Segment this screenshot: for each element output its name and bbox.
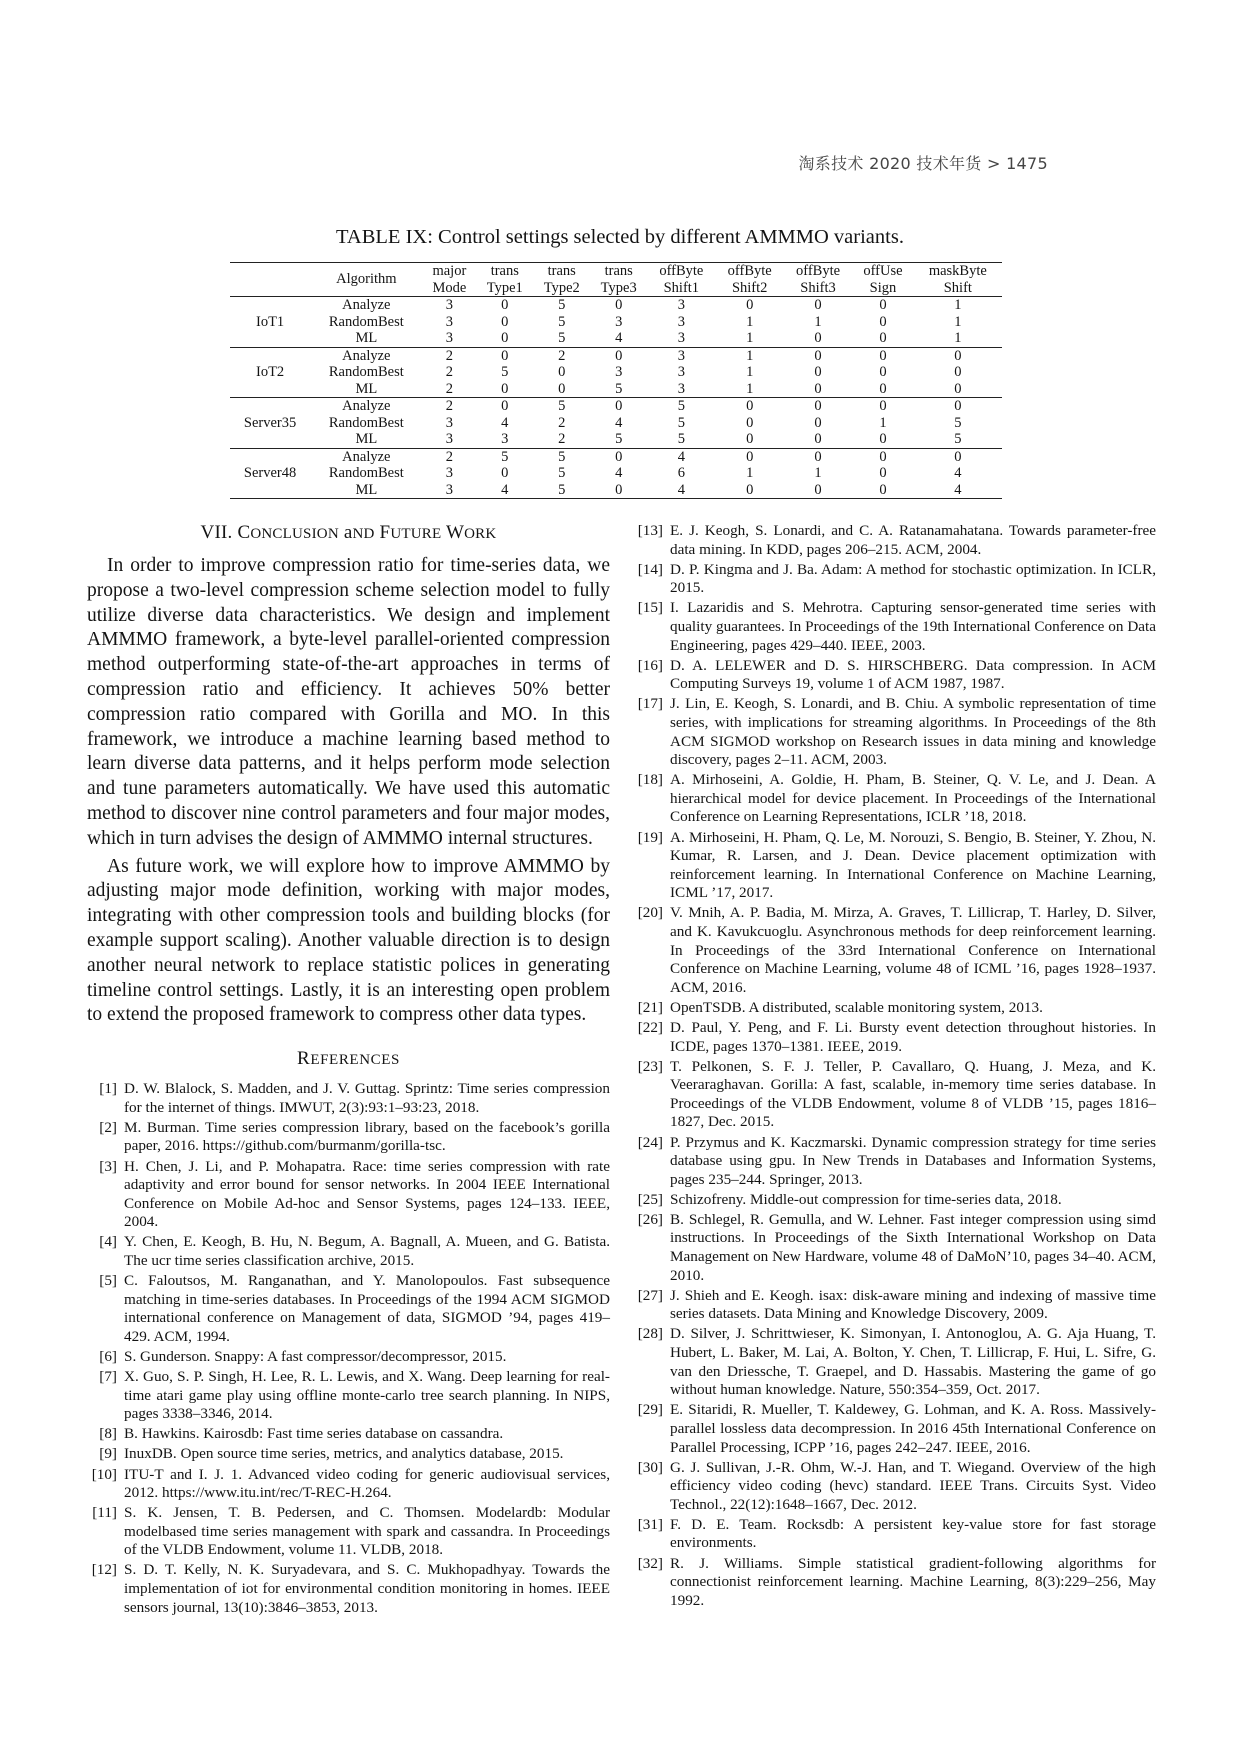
- value-cell: 3: [445, 465, 454, 481]
- table-row: [230, 431, 1002, 448]
- value-cell: 0: [954, 347, 962, 364]
- reference-text: R. J. Williams. Simple statistical gradient-following algorithms for connectionist reinforcement learning. Machine Learning, 8(3):229–256, May 1992.: [670, 1554, 1156, 1609]
- reference-text: D. W. Blalock, S. Madden, and J. V. Guttag. Sprintz: Time series compression for the internet of things. IMWUT, 2(3):93:1–93:23, 2018.: [124, 1080, 610, 1116]
- reference-item: [633, 522, 1156, 559]
- value-cell: 0: [954, 364, 962, 380]
- value-cell: 4: [954, 465, 962, 481]
- value-cell: 0: [746, 398, 754, 414]
- value-cell: 0: [501, 313, 509, 330]
- table-row: [230, 364, 1002, 381]
- reference-number: [14]: [637, 560, 663, 578]
- header-cell: trans: [490, 263, 519, 279]
- value-cell: 0: [879, 313, 887, 330]
- reference-item: [633, 1459, 1156, 1515]
- reference-item: [87, 1445, 610, 1464]
- value-cell: 2: [533, 431, 590, 448]
- reference-text: S. K. Jensen, T. B. Pedersen, and C. Thomsen. Modelardb: Modular modelbased time series management with spark and cassandra. In Proceedings of the VLDB Endowment, volume 11. VLDB, 2018.: [124, 1504, 610, 1559]
- reference-text: S. Gunderson. Snappy: A fast compressor/decompressor, 2015.: [124, 1347, 507, 1365]
- table-row: [230, 465, 1002, 482]
- value-cell: 1: [746, 347, 754, 364]
- table-row: [230, 314, 1002, 331]
- value-cell: 1: [954, 297, 962, 313]
- reference-item: [633, 904, 1156, 997]
- table-header-row: [230, 263, 1002, 280]
- value-cell: 0: [590, 482, 647, 499]
- table-row: [230, 482, 1002, 499]
- reference-text: J. Lin, E. Keogh, S. Lonardi, and B. Chiu. A symbolic representation of time series, with implications for streaming algorithms. In Proceedings of the 8th ACM SIGMOD workshop on Research issues in data mining and knowledge discovery, pages 2–11. ACM, 2003.: [670, 695, 1156, 769]
- table-row: [230, 347, 1002, 364]
- reference-text: J. Shieh and E. Keogh. isax: disk-aware mining and indexing of massive time series datasets. Data Mining and Knowledge Discovery, 2009.: [670, 1286, 1156, 1323]
- reference-number: [19]: [637, 828, 663, 846]
- reference-item: [87, 1158, 610, 1232]
- value-cell: 0: [476, 330, 533, 347]
- value-cell: 3: [476, 431, 533, 448]
- algorithm-cell: ML: [310, 381, 422, 398]
- value-cell: 3: [422, 431, 476, 448]
- algorithm-cell: Analyze: [342, 347, 391, 364]
- value-cell: 0: [879, 297, 887, 313]
- value-cell: 0: [954, 398, 962, 414]
- header-cell: Shift2: [731, 279, 768, 296]
- value-cell: 5: [647, 431, 715, 448]
- table-body: [230, 297, 1002, 499]
- reference-number: [26]: [637, 1210, 663, 1228]
- table-row: [230, 415, 1002, 432]
- reference-number: [15]: [637, 599, 663, 617]
- value-cell: 5: [590, 381, 647, 398]
- value-cell: 3: [445, 297, 454, 313]
- reference-number: [31]: [637, 1515, 663, 1533]
- value-cell: 0: [879, 347, 887, 364]
- value-cell: 0: [501, 398, 509, 414]
- value-cell: 0: [615, 347, 623, 364]
- dataset-cell: Server35: [230, 398, 310, 449]
- value-cell: 3: [647, 330, 715, 347]
- reference-number: [5]: [99, 1272, 117, 1290]
- value-cell: 1: [954, 313, 962, 330]
- data-table: [230, 262, 1002, 499]
- reference-text: S. D. T. Kelly, N. K. Suryadevara, and S. C. Mukhopadhyay. Towards the implementation of iot for environmental condition monitoring in homes. IEEE sensors journal, 13(10):3846–3853, 2013.: [124, 1561, 610, 1616]
- value-cell: 4: [590, 330, 647, 347]
- reference-number: [9]: [99, 1445, 117, 1463]
- reference-number: [23]: [637, 1057, 663, 1075]
- value-cell: 0: [615, 398, 623, 414]
- table-row: [230, 398, 1002, 415]
- control-settings-table: [230, 262, 1002, 499]
- value-cell: 4: [914, 482, 1002, 499]
- reference-item: [633, 695, 1156, 769]
- value-cell: 4: [501, 414, 509, 431]
- value-cell: 3: [445, 414, 454, 431]
- table-row: [230, 448, 1002, 465]
- reference-number: [12]: [91, 1561, 117, 1579]
- value-cell: 0: [814, 414, 822, 431]
- value-cell: 0: [615, 448, 623, 465]
- header-cell: offByte: [796, 263, 841, 279]
- value-cell: 1: [746, 313, 754, 330]
- reference-number: [17]: [637, 695, 663, 713]
- value-cell: 5: [954, 414, 962, 431]
- value-cell: 5: [558, 465, 566, 481]
- value-cell: 3: [677, 313, 685, 330]
- references-list-right: [633, 522, 1156, 1610]
- reference-item: [87, 1425, 610, 1444]
- header-cell: trans: [604, 263, 633, 279]
- references-heading: REFERENCES: [297, 1048, 400, 1070]
- dataset-cell: IoT1: [230, 297, 310, 348]
- algorithm-cell: ML: [310, 482, 422, 499]
- reference-text: D. Paul, Y. Peng, and F. Li. Bursty event detection throughout histories. In ICDE, pages 1370–1381. IEEE, 2019.: [670, 1018, 1156, 1055]
- reference-item: [87, 1466, 610, 1503]
- reference-item: [633, 1134, 1156, 1190]
- value-cell: 0: [746, 297, 754, 313]
- value-cell: 3: [615, 364, 623, 380]
- value-cell: 3: [677, 297, 685, 313]
- reference-item: [87, 1561, 610, 1617]
- dataset-cell: IoT2: [230, 347, 310, 398]
- value-cell: 0: [476, 381, 533, 398]
- value-cell: 2: [445, 448, 454, 465]
- reference-text: D. P. Kingma and J. Ba. Adam: A method for stochastic optimization. In ICLR, 2015.: [670, 560, 1156, 597]
- reference-text: B. Hawkins. Kairosdb: Fast time series database on cassandra.: [124, 1425, 504, 1443]
- right-column: [633, 522, 1156, 1612]
- value-cell: 0: [852, 381, 913, 398]
- value-cell: 4: [677, 448, 685, 465]
- reference-text: Schizofreny. Middle-out compression for time-series data, 2018.: [670, 1190, 1062, 1208]
- value-cell: 1: [914, 330, 1002, 347]
- body-paragraph: As future work, we will explore how to improve AMMMO by adjusting major mode definition, working with major modes, integrating with other compression tools and building blocks (for example support scaling). Another valuable direction is to design another neural network to replace statistic polices in generating timeline control settings. Lastly, it is an interesting open problem to extend the proposed framework to compress other data types.: [87, 855, 610, 1026]
- reference-text: M. Burman. Time series compression library, based on the facebook’s gorilla paper, 2016. https://github.com/burmanm/gorilla-tsc.: [124, 1118, 610, 1155]
- value-cell: 4: [615, 414, 623, 431]
- value-cell: 0: [746, 448, 754, 465]
- value-cell: 1: [746, 465, 754, 481]
- value-cell: 1: [879, 414, 887, 431]
- algorithm-cell: ML: [310, 431, 422, 448]
- value-cell: 0: [784, 381, 852, 398]
- value-cell: 0: [501, 297, 509, 313]
- reference-item: [633, 561, 1156, 598]
- table-head: [230, 263, 1002, 297]
- reference-number: [21]: [637, 998, 663, 1016]
- header-cell: maskByte: [928, 263, 987, 279]
- header-cell: trans: [547, 263, 576, 279]
- reference-item: [633, 1555, 1156, 1611]
- table-caption: TABLE IX: Control settings selected by different AMMMO variants.: [336, 226, 904, 248]
- value-cell: 2: [422, 381, 476, 398]
- dataset-cell: Server48: [230, 448, 310, 499]
- reference-item: [633, 829, 1156, 903]
- header-cell: Sign: [869, 279, 897, 296]
- value-cell: 0: [501, 347, 509, 364]
- value-cell: 1: [814, 465, 822, 481]
- reference-text: OpenTSDB. A distributed, scalable monitoring system, 2013.: [670, 998, 1043, 1016]
- table-row: [230, 330, 1002, 347]
- value-cell: 0: [879, 398, 887, 414]
- reference-text: D. A. LELEWER and D. S. HIRSCHBERG. Data compression. In ACM Computing Surveys 19, volume 1 of ACM 1987, 1987.: [670, 656, 1156, 693]
- value-cell: 0: [954, 448, 962, 465]
- reference-text: T. Pelkonen, S. F. J. Teller, P. Cavallaro, Q. Huang, J. Meza, and K. Veeraraghavan. Gorilla: A fast, scalable, in-memory time series database. In Proceedings of the VLDB Endowment, volume 8 of VLDB ’15, pages 1816–1827, Dec. 2015.: [670, 1057, 1156, 1131]
- reference-item: [633, 1287, 1156, 1324]
- value-cell: 3: [677, 347, 685, 364]
- value-cell: 0: [501, 465, 509, 481]
- reference-item: [633, 1191, 1156, 1210]
- reference-number: [2]: [99, 1118, 117, 1136]
- reference-number: [30]: [637, 1458, 663, 1476]
- reference-text: X. Guo, S. P. Singh, H. Lee, R. L. Lewis, and X. Wang. Deep learning for real-time atari game play using offline monte-carlo tree search planning. In NIPS, pages 3338–3346, 2014.: [124, 1368, 610, 1423]
- reference-number: [25]: [637, 1190, 663, 1208]
- value-cell: 5: [558, 398, 566, 414]
- reference-text: Y. Chen, E. Keogh, B. Hu, N. Begum, A. Bagnall, A. Mueen, and G. Batista. The ucr time series classification archive, 2015.: [124, 1233, 610, 1269]
- value-cell: 0: [852, 330, 913, 347]
- reference-item: [633, 1211, 1156, 1285]
- algorithm-cell: Analyze: [342, 398, 391, 414]
- header-cell: Algorithm: [336, 271, 397, 288]
- value-cell: 2: [445, 347, 454, 364]
- header-cell: Mode: [432, 279, 467, 296]
- value-cell: 0: [558, 364, 566, 380]
- value-cell: 5: [677, 414, 685, 431]
- references-list-left: [87, 1080, 610, 1617]
- algorithm-cell: RandomBest: [328, 465, 404, 481]
- header-cell: offByte: [727, 263, 772, 279]
- value-cell: 5: [533, 482, 590, 499]
- value-cell: 5: [501, 448, 509, 465]
- reference-item: [633, 1019, 1156, 1056]
- value-cell: 5: [677, 398, 685, 414]
- reference-text: G. J. Sullivan, J.-R. Ohm, W.-J. Han, and T. Wiegand. Overview of the high efficiency video coding (hevc) standard. IEEE Trans. Circuits Syst. Video Technol., 22(12):1648–1667, Dec. 2012.: [670, 1458, 1156, 1513]
- value-cell: 1: [746, 364, 754, 380]
- value-cell: 3: [647, 381, 715, 398]
- value-cell: 0: [615, 297, 623, 313]
- value-cell: 4: [647, 482, 715, 499]
- value-cell: 0: [784, 482, 852, 499]
- reference-text: F. D. E. Team. Rocksdb: A persistent key-value store for fast storage environments.: [670, 1515, 1156, 1552]
- reference-item: [633, 1401, 1156, 1457]
- header-cell: Type1: [486, 279, 523, 296]
- value-cell: 3: [422, 330, 476, 347]
- reference-number: [27]: [637, 1286, 663, 1304]
- reference-text: E. Sitaridi, R. Mueller, T. Kaldewey, G. Lohman, and K. A. Ross. Massively-parallel lossless data decompression. In 2016 45th International Conference on Parallel Processing, ICPP ’16, pages 242–247. IEEE, 2016.: [670, 1401, 1156, 1456]
- value-cell: 5: [558, 297, 566, 313]
- algorithm-cell: RandomBest: [328, 364, 404, 380]
- reference-number: [4]: [99, 1233, 117, 1251]
- reference-number: [16]: [637, 656, 663, 674]
- reference-text: E. J. Keogh, S. Lonardi, and C. A. Ratanamahatana. Towards parameter-free data mining. In KDD, pages 206–215. ACM, 2004.: [670, 522, 1156, 558]
- value-cell: 5: [501, 364, 509, 380]
- algorithm-cell: Analyze: [342, 448, 391, 465]
- value-cell: 0: [852, 431, 913, 448]
- value-cell: 0: [814, 398, 822, 414]
- value-cell: 3: [677, 364, 685, 380]
- value-cell: 1: [814, 313, 822, 330]
- value-cell: 0: [746, 414, 754, 431]
- page-header: 淘系技术 2020 技术年货 > 1475: [798, 154, 1048, 173]
- reference-item: [87, 1348, 610, 1367]
- reference-number: [29]: [637, 1401, 663, 1419]
- header-cell: offByte: [659, 263, 704, 279]
- header-cell: Type3: [600, 279, 637, 296]
- value-cell: 0: [814, 364, 822, 380]
- header-cell-group: [230, 263, 310, 297]
- value-cell: 5: [533, 330, 590, 347]
- value-cell: 3: [445, 313, 454, 330]
- reference-number: [6]: [99, 1347, 117, 1365]
- header-cell: Shift: [943, 279, 972, 296]
- reference-item: [633, 999, 1156, 1018]
- value-cell: 0: [814, 297, 822, 313]
- reference-text: V. Mnih, A. P. Badia, M. Mirza, A. Graves, T. Lillicrap, T. Harley, D. Silver, and K. Kavukcuoglu. Asynchronous methods for deep reinforcement learning. In Proceedings of the 33rd International Conference on International Conference on Machine Learning, volume 48 of ICML ’16, pages 1928–1937. ACM, 2016.: [670, 904, 1156, 996]
- reference-text: I. Lazaridis and S. Mehrotra. Capturing sensor-generated time series with quality guarantees. In Proceedings of the 19th International Conference on Data Engineering, pages 429–440. IEEE, 2003.: [670, 599, 1156, 654]
- reference-number: [32]: [637, 1554, 663, 1572]
- reference-item: [633, 771, 1156, 827]
- header-cell: major: [432, 263, 467, 279]
- value-cell: 0: [879, 364, 887, 380]
- reference-number: [24]: [637, 1133, 663, 1151]
- left-column: [87, 522, 610, 1619]
- reference-text: A. Mirhoseini, H. Pham, Q. Le, M. Norouzi, S. Bengio, B. Steiner, Y. Zhou, N. Kumar, R. Larsen, and J. Dean. Device placement optimization with reinforcement learning. In International Conference on Machine Learning, ICML ’17, 2017.: [670, 828, 1156, 902]
- reference-item: [87, 1368, 610, 1424]
- reference-item: [633, 657, 1156, 694]
- algorithm-cell: ML: [310, 330, 422, 347]
- value-cell: 0: [914, 381, 1002, 398]
- reference-item: [87, 1233, 610, 1270]
- reference-item: [87, 1080, 610, 1117]
- value-cell: 0: [814, 448, 822, 465]
- reference-text: ITU-T and I. J. 1. Advanced video coding for generic audiovisual services, 2012. https://www.itu.int/rec/T-REC-H.264.: [124, 1465, 610, 1502]
- algorithm-cell: Analyze: [342, 297, 391, 313]
- reference-number: [1]: [99, 1080, 117, 1098]
- value-cell: 2: [445, 398, 454, 414]
- value-cell: 0: [716, 482, 784, 499]
- reference-number: [3]: [99, 1157, 117, 1175]
- reference-number: [10]: [91, 1465, 117, 1483]
- header-cell: Type2: [543, 279, 580, 296]
- value-cell: 0: [716, 431, 784, 448]
- section-heading: VII. CONCLUSION aND FUTURE WORK: [200, 522, 497, 543]
- value-cell: 5: [558, 448, 566, 465]
- reference-text: C. Faloutsos, M. Ranganathan, and Y. Manolopoulos. Fast subsequence matching in time-series databases. In Proceedings of the 1994 ACM SIGMOD international conference on Management of data, SIGMOD ’94, pages 419–429. ACM, 1994.: [124, 1272, 610, 1345]
- reference-text: H. Chen, J. Li, and P. Mohapatra. Race: time series compression with rate adaptivity and error bound for sensor networks. In 2004 IEEE International Conference on Mobile Ad-hoc and Sensor Systems, pages 124–133. IEEE, 2004.: [124, 1157, 610, 1231]
- value-cell: 0: [852, 482, 913, 499]
- reference-item: [87, 1272, 610, 1346]
- value-cell: 3: [615, 313, 623, 330]
- value-cell: 4: [615, 465, 623, 481]
- value-cell: 5: [590, 431, 647, 448]
- value-cell: 2: [558, 414, 566, 431]
- table-row: [230, 297, 1002, 314]
- value-cell: 2: [445, 364, 454, 380]
- algorithm-cell: RandomBest: [328, 414, 404, 431]
- reference-number: [8]: [99, 1425, 117, 1443]
- reference-number: [7]: [99, 1368, 117, 1386]
- header-cell: offUse: [863, 263, 903, 279]
- value-cell: 2: [558, 347, 566, 364]
- reference-number: [20]: [637, 904, 663, 922]
- reference-item: [633, 1058, 1156, 1132]
- value-cell: 1: [716, 330, 784, 347]
- reference-text: P. Przymus and K. Kaczmarski. Dynamic compression strategy for time series database using gpu. In New Trends in Databases and Information Systems, pages 235–244. Springer, 2013.: [670, 1133, 1156, 1188]
- value-cell: 0: [879, 465, 887, 481]
- reference-number: [22]: [637, 1018, 663, 1036]
- value-cell: 0: [533, 381, 590, 398]
- header-cell: Shift1: [663, 279, 700, 296]
- reference-item: [633, 599, 1156, 655]
- value-cell: 0: [784, 431, 852, 448]
- reference-text: InuxDB. Open source time series, metrics, and analytics database, 2015.: [124, 1445, 564, 1463]
- algorithm-cell: RandomBest: [328, 313, 404, 330]
- reference-number: [13]: [637, 522, 663, 539]
- reference-text: B. Schlegel, R. Gemulla, and W. Lehner. Fast integer compression using simd instructions. In Proceedings of the Sixth International Workshop on Data Management on New Hardware, volume 48 of DaMoN’10, pages 34–40. ACM, 2010.: [670, 1210, 1156, 1284]
- value-cell: 1: [716, 381, 784, 398]
- section-body: [87, 554, 610, 1028]
- value-cell: 5: [558, 313, 566, 330]
- reference-item: [87, 1119, 610, 1156]
- header-cell: Shift3: [800, 279, 836, 296]
- value-cell: 0: [814, 347, 822, 364]
- value-cell: 6: [677, 465, 685, 481]
- reference-text: A. Mirhoseini, A. Goldie, H. Pham, B. Steiner, Q. V. Le, and J. Dean. A hierarchical model for device placement. In Proceedings of the International Conference on Learning Representations, ICLR ’18, 2018.: [670, 771, 1156, 826]
- reference-number: [18]: [637, 771, 663, 789]
- value-cell: 0: [879, 448, 887, 465]
- reference-item: [633, 1516, 1156, 1553]
- reference-number: [28]: [637, 1325, 663, 1343]
- value-cell: 4: [476, 482, 533, 499]
- reference-text: D. Silver, J. Schrittwieser, K. Simonyan, I. Antonoglou, A. G. Aja Huang, T. Hubert, L. Baker, M. Lai, A. Bolton, Y. Chen, T. Lillicrap, F. Hui, L. Sifre, G. van den Driessche, T. Graepel, and D. Hassabis. Mastering the game of go without human knowledge. Nature, 550:354–359, Oct. 2017.: [670, 1325, 1156, 1399]
- table-row: [230, 381, 1002, 398]
- reference-item: [87, 1504, 610, 1560]
- value-cell: 5: [914, 431, 1002, 448]
- body-paragraph: In order to improve compression ratio for time-series data, we propose a two-level compression scheme selection model to fully utilize diverse data characteristics. We design and implement AMMMO framework, a byte-level parallel-oriented compression method outperforming state-of-the-art approaches in terms of compression ratio and efficiency. It achieves 50% better compression ratio compared with Gorilla and MO. In this framework, we introduce a machine learning based method to learn diverse data patterns, and it helps perform mode selection and tune parameters automatically. We have used this automatic method to discover nine control parameters and four major modes, which in turn advises the design of AMMMO internal structures.: [87, 555, 610, 849]
- value-cell: 0: [784, 330, 852, 347]
- value-cell: 3: [422, 482, 476, 499]
- reference-number: [11]: [92, 1504, 117, 1522]
- reference-item: [633, 1325, 1156, 1399]
